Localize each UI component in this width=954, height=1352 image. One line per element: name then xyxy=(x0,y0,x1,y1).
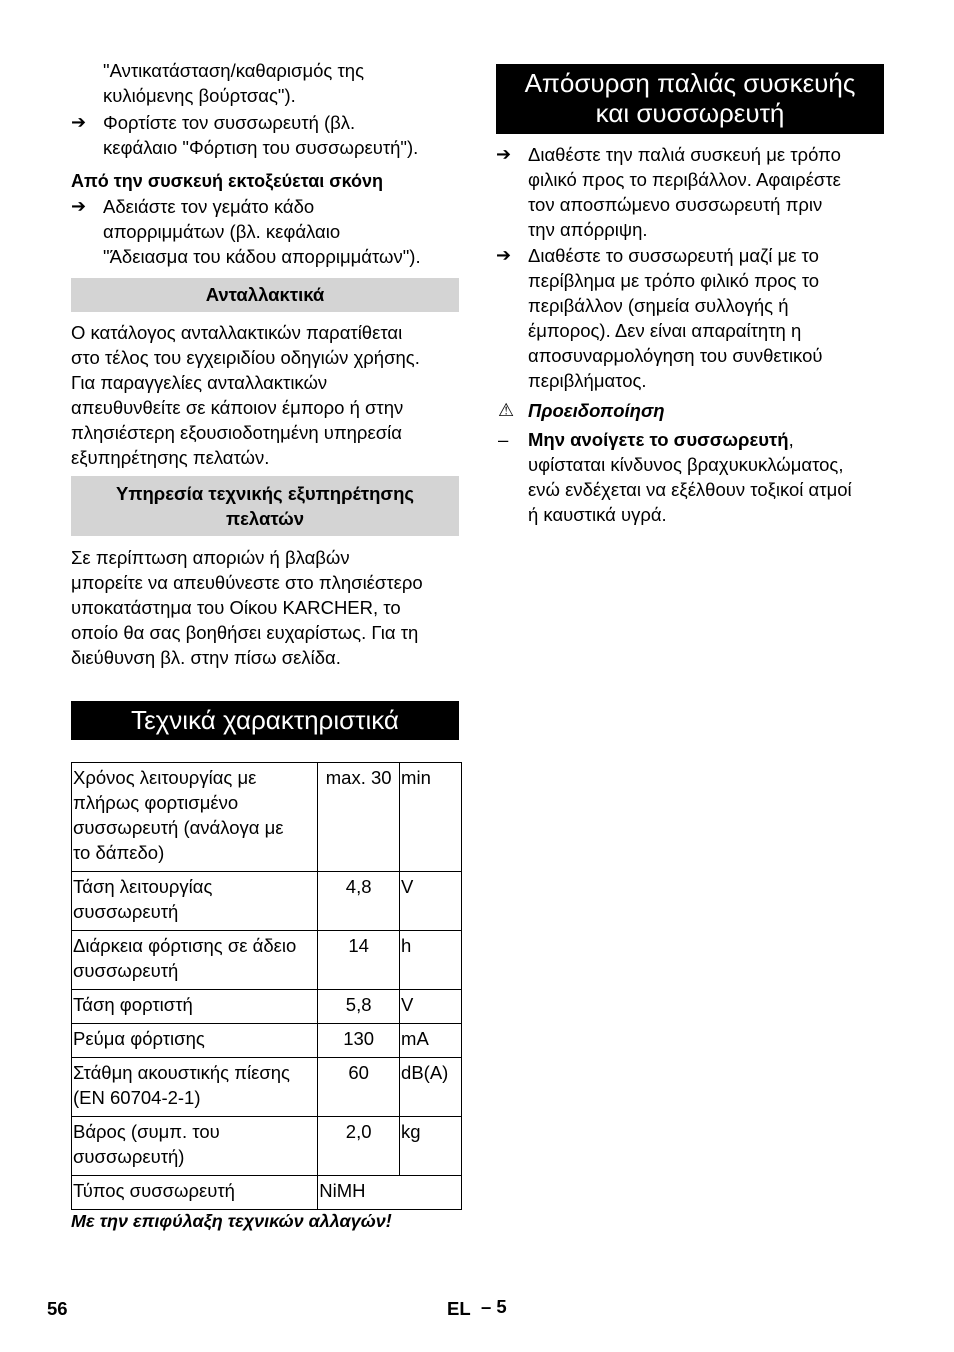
arrow-right-icon: ➔ xyxy=(496,245,512,265)
continued-text: "Αντικατάσταση/καθαρισμός της κυλιόμενης βούρτσας"). xyxy=(103,60,364,106)
table-cell-label: Διάρκεια φόρτισης σε άδειο συσσωρευτή xyxy=(72,931,318,990)
table-cell-unit: dB(A) xyxy=(400,1058,462,1117)
arrow-right-icon: ➔ xyxy=(496,144,512,164)
warning-label: Προειδοποίηση xyxy=(528,400,665,421)
table-cell-label: Χρόνος λειτουργίας με πλήρως φορτισμένο συσσωρευτή (ανάλογα με το δάπεδο) xyxy=(72,763,318,872)
instruction-empty-bin: ➔ Αδειάστε τον γεμάτο κάδο απορριμμάτων (βλ. κεφάλαιο "Άδειασμα του κάδου απορριμμάτων"). xyxy=(71,196,421,267)
warning-bold-text: Μην ανοίγετε το συσσωρευτή xyxy=(528,429,789,450)
table-row xyxy=(72,1058,462,1117)
table-row xyxy=(72,1024,462,1058)
table-cell-value: 60 xyxy=(318,1058,400,1117)
table-cell-value: NiMH xyxy=(318,1176,462,1210)
spare-parts-heading: Ανταλλακτικά xyxy=(71,278,459,312)
spare-parts-text: Ο κατάλογος ανταλλακτικών παρατίθεται στο τέλος του εγχειριδίου οδηγιών χρήσης. Για παραγγελίες ανταλλακτικών απευθυνθείτε σε κάποιον έμπορο ή στην πλησιέστερη εξουσιοδοτημένη υπηρεσία εξυπηρέτησης πελατών. xyxy=(71,322,420,468)
table-cell-value: 14 xyxy=(318,931,400,990)
table-cell-unit: h xyxy=(400,931,462,990)
section-number: – 5 xyxy=(481,1296,507,1317)
technical-changes-note: Με την επιφύλαξη τεχνικών αλλαγών! xyxy=(71,1211,392,1231)
table-cell-unit: mA xyxy=(400,1024,462,1058)
table-cell-unit: V xyxy=(400,872,462,931)
table-cell-value: 5,8 xyxy=(318,990,400,1024)
table-cell-label: Ρεύμα φόρτισης xyxy=(72,1024,318,1058)
arrow-right-icon: ➔ xyxy=(71,196,87,216)
dash-bullet: – xyxy=(498,429,509,450)
page-number: 56 xyxy=(47,1298,68,1319)
instruction-charge: ➔ Φορτίστε τον συσσωρευτή (βλ. κεφάλαιο "Φόρτιση του συσσωρευτή"). xyxy=(71,112,419,158)
disposal-heading: Απόσυρση παλιάς συσκευής και συσσωρευτή xyxy=(496,64,884,134)
instruction-dispose-battery: ➔ Διαθέστε το συσσωρευτή μαζί με το περίβλημα με τρόπο φιλικό προς το περιβάλλον (σημεία συλλογής ή έμπορος). Δεν είναι απαραίτητη η αποσυναρμολόγηση του συνθετικού περιβλήματος. xyxy=(496,245,823,391)
table-cell-label: Τύπος συσσωρευτή xyxy=(72,1176,318,1210)
instruction-dispose-device: ➔ Διαθέστε την παλιά συσκευή με τρόπο φιλικό προς το περιβάλλον. Αφαιρέστε τον αποσπώμενο συσσωρευτή πριν την απόρριψη. xyxy=(496,144,841,240)
table-cell-unit: kg xyxy=(400,1117,462,1176)
customer-service-heading: Υπηρεσία τεχνικής εξυπηρέτησης πελατών xyxy=(71,476,459,536)
table-cell-label: Στάθμη ακουστικής πίεσης (EN 60704-2-1) xyxy=(72,1058,318,1117)
technical-data-heading: Τεχνικά χαρακτηριστικά xyxy=(71,701,459,740)
table-row xyxy=(72,1117,462,1176)
table-row xyxy=(72,931,462,990)
table-cell-label: Βάρος (συμπ. του συσσωρευτή) xyxy=(72,1117,318,1176)
table-cell-label: Τάση φορτιστή xyxy=(72,990,318,1024)
table-row xyxy=(72,872,462,931)
table-cell-value: 130 xyxy=(318,1024,400,1058)
dust-heading: Από την συσκευή εκτοξεύεται σκόνη xyxy=(71,171,384,191)
table-row xyxy=(72,1176,462,1210)
customer-service-text: Σε περίπτωση αποριών ή βλαβών μπορείτε να απευθύνεστε στο πλησιέστερο υποκατάστημα του Οίκου KARCHER, το οποίο θα σας βοηθήσει ευχαρίστως. Για τη διεύθυνση βλ. στην πίσω σελίδα. xyxy=(71,547,423,668)
table-row xyxy=(72,763,462,872)
table-cell-value: max. 30 xyxy=(318,763,400,872)
table-cell-label: Τάση λειτουργίας συσσωρευτή xyxy=(72,872,318,931)
technical-data-table xyxy=(71,762,462,1210)
arrow-right-icon: ➔ xyxy=(71,112,87,132)
table-row xyxy=(72,990,462,1024)
table-cell-unit: V xyxy=(400,990,462,1024)
language-code: EL xyxy=(447,1298,471,1319)
table-cell-unit: min xyxy=(400,763,462,872)
table-cell-value: 2,0 xyxy=(318,1117,400,1176)
table-cell-value: 4,8 xyxy=(318,872,400,931)
warning-triangle-icon: ⚠ xyxy=(498,400,515,420)
